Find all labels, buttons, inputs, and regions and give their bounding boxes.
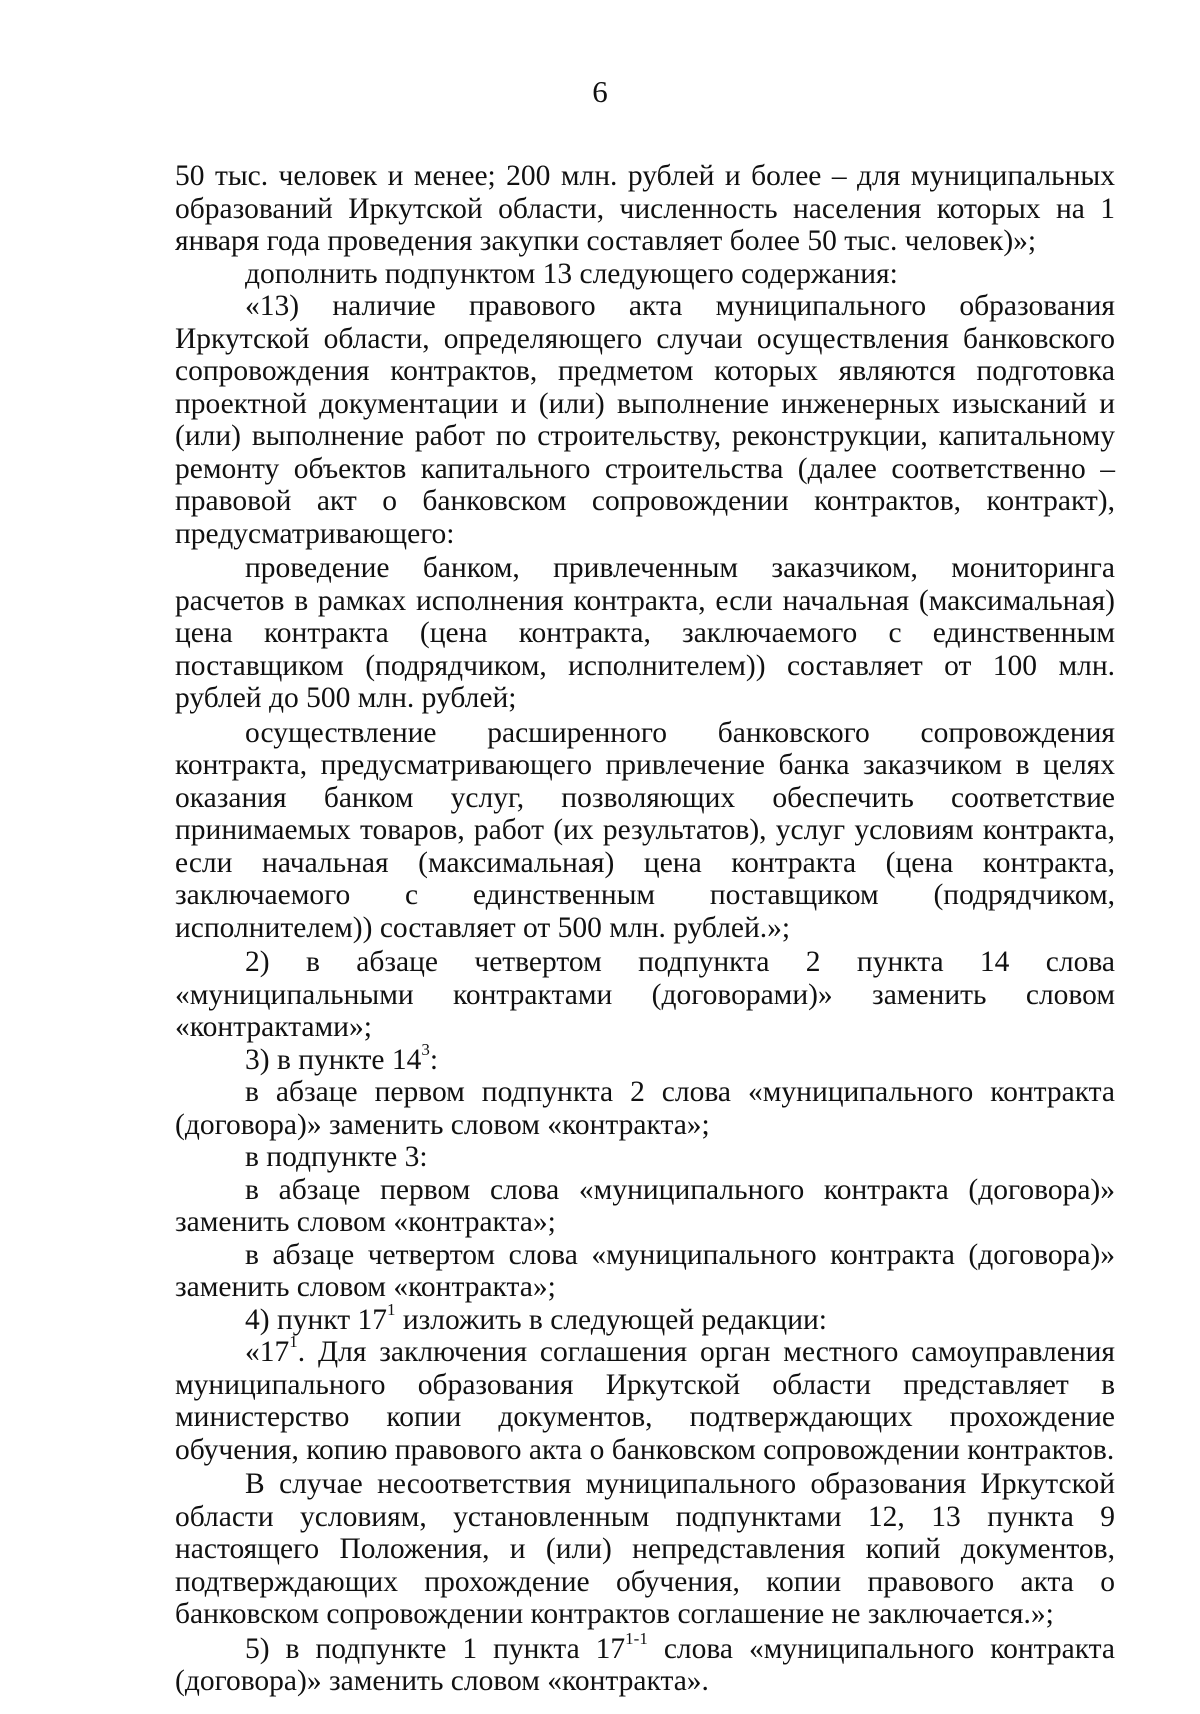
paragraph-13-superscript: 1 [289, 1332, 298, 1352]
paragraph-15-text: 5) в подпункте 1 пункта 17 [245, 1632, 626, 1665]
paragraph-12-tail: изложить в следующей редакции: [395, 1303, 827, 1336]
paragraph-7 [175, 1039, 1115, 1077]
paragraph-13-tail: . Для заключения соглашения орган местного самоуправления муниципального образования Иркутской области представляет в министерство копии документов, подтверждающих прохождение обучения, копию правового акта о банковском сопровождении контрактов. [175, 1336, 1115, 1466]
paragraph-5: осуществление расширенного банковского сопровождения контракта, предусматривающего привлечение банка заказчиком в целях оказания банком услуг, позволяющих обеспечить соответствие принимаемых товаров, работ (их результатов), услуг условиям контракта, если начальная (максимальная) цена контракта (цена контракта, заключаемого с единственным поставщиком (подрядчиком, исполнителем)) составляет от 500 млн. рублей.»; [175, 716, 1115, 944]
paragraph-15-superscript: 1-1 [625, 1628, 648, 1648]
paragraph-3: «13) наличие правового акта муниципального образования Иркутской области, определяющего случаи осуществления банковского сопровождения контрактов, предметом которых являются подготовка проектной документации и (или) выполнение инженерных изысканий и (или) выполнение работ по строительству, реконструкции, капитальному ремонту объектов капитального строительства (далее соответственно – правовой акт о банковском сопровождении контрактов, контракт), предусматривающего: [175, 290, 1115, 550]
document-body [175, 160, 1115, 1698]
paragraph-1: 50 тыс. человек и менее; 200 млн. рублей и более – для муниципальных образований Иркутской области, численность населения которых на 1 января года проведения закупки составляет более 50 тыс. человек)»; [175, 160, 1115, 257]
paragraph-13-text: «17 [245, 1336, 290, 1368]
paragraph-4: проведение банком, привлеченным заказчиком, мониторинга расчетов в рамках исполнения контракта, если начальная (максимальная) цена контракта (цена контракта, заключаемого с единственным поставщиком (подрядчиком, исполнителем)) составляет от 100 млн. рублей до 500 млн. рублей; [175, 552, 1115, 714]
paragraph-15-tail: слова «муниципального контракта (договора)» заменить словом «контракта». [175, 1632, 1115, 1697]
paragraph-9: в подпункте 3: [245, 1141, 428, 1173]
paragraph-10: в абзаце первом слова «муниципального контракта (договора)» заменить словом «контракта»; [175, 1173, 1115, 1238]
paragraph-12 [175, 1299, 1115, 1337]
paragraph-14: В случае несоответствия муниципального образования Иркутской области условиям, установленным подпунктами 12, 13 пункта 9 настоящего Положения, и (или) непредставления копий документов, подтверждающих прохождение обучения, копии правового акта о банковском сопровождении контрактов соглашение не заключается.»; [175, 1468, 1115, 1630]
paragraph-15 [175, 1628, 1115, 1698]
paragraph-11: в абзаце четвертом слова «муниципального контракта (договора)» заменить словом «контракта»; [175, 1238, 1115, 1303]
paragraph-12-superscript: 1 [386, 1299, 396, 1319]
paragraph-7-text: 3) в пункте 14 [245, 1043, 422, 1076]
page-number: 6 [592, 74, 608, 109]
paragraph-6: 2) в абзаце четвертом подпункта 2 пункта 14 слова «муниципальными контрактами (договорами)» заменить словом «контрактами»; [175, 946, 1115, 1043]
paragraph-2: дополнить подпунктом 13 следующего содержания: [245, 257, 898, 290]
paragraph-7-superscript: 3 [421, 1039, 430, 1059]
paragraph-12-text: 4) пункт 17 [245, 1303, 387, 1336]
paragraph-7-tail: : [429, 1043, 439, 1076]
paragraph-13 [175, 1332, 1115, 1466]
paragraph-8: в абзаце первом подпункта 2 слова «муниципального контракта (договора)» заменить словом «контракта»; [175, 1076, 1115, 1141]
